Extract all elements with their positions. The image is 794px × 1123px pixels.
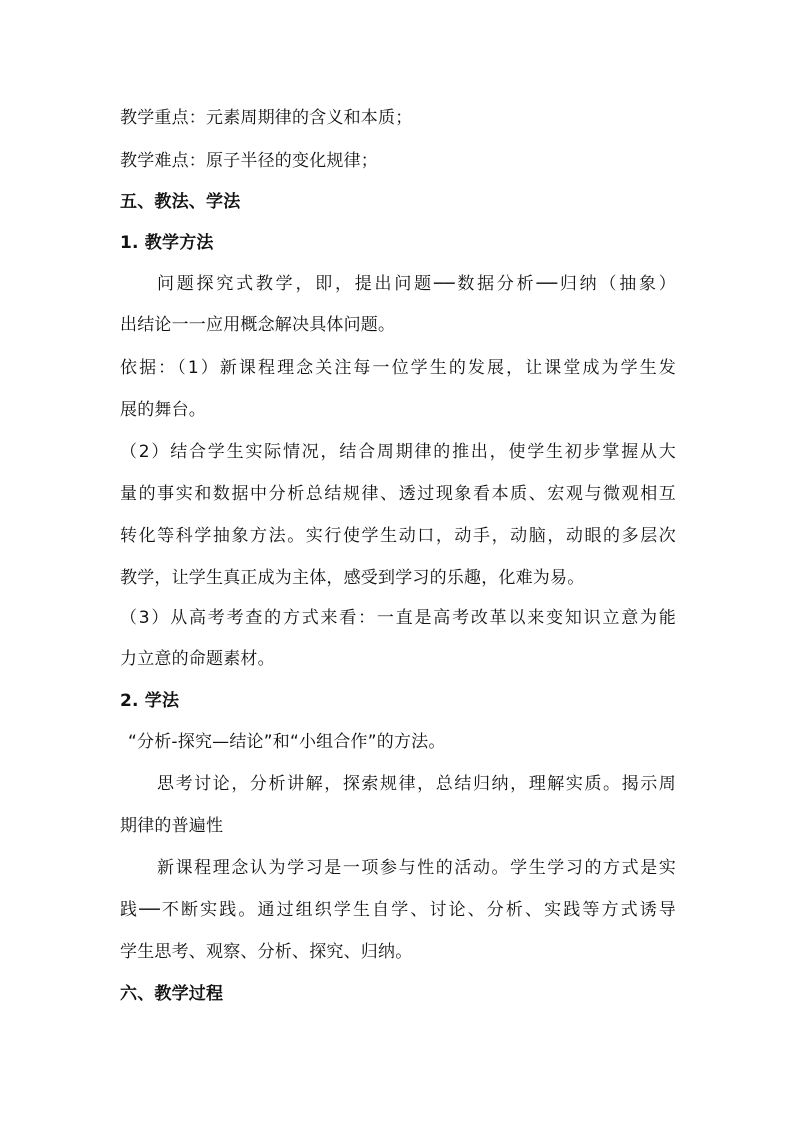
- subheading-study-method: 2. 学法: [120, 691, 180, 711]
- paragraph-line: “分析-探究—结论”和“小组合作”的方法。: [128, 732, 446, 752]
- paragraph-line: 展的舞台。: [120, 400, 206, 420]
- paragraph-line: 思考讨论，分析讲解，探索规律，总结归纳，理解实质。揭示周: [157, 774, 676, 794]
- paragraph-line: （2）结合学生实际情况，结合周期律的推出，使学生初步掌握从大: [120, 442, 676, 462]
- paragraph-line: 出结论一一应用概念解决具体问题。: [120, 315, 396, 335]
- paragraph-line: 教学，让学生真正成为主体，感受到学习的乐趣，化难为易。: [120, 568, 585, 588]
- section-heading-methods: 五、教法、学法: [120, 192, 241, 212]
- paragraph-line: 量的事实和数据中分析总结规律、透过现象看本质、宏观与微观相互: [120, 484, 676, 504]
- teaching-difficulty-line: 教学难点：原子半径的变化规律；: [120, 151, 378, 171]
- paragraph-line: 践──不断实践。通过组织学生自学、讨论、分析、实践等方式诱导: [120, 900, 676, 920]
- paragraph-line: （3）从高考考查的方式来看：一直是高考改革以来变知识立意为能: [120, 608, 676, 628]
- paragraph-line: 依据：（1）新课程理念关注每一位学生的发展，让课堂成为学生发: [120, 358, 676, 378]
- paragraph-line: 学生思考、观察、分析、探究、归纳。: [120, 942, 413, 962]
- paragraph-line: 期律的普遍性: [120, 816, 224, 836]
- subheading-teaching-method: 1. 教学方法: [120, 233, 214, 253]
- paragraph-line: 问题探究式教学，即，提出问题──数据分析──归纳（抽象）: [157, 274, 676, 294]
- paragraph-line: 新课程理念认为学习是一项参与性的活动。学生学习的方式是实: [157, 858, 676, 878]
- section-heading-process: 六、教学过程: [120, 984, 224, 1004]
- paragraph-line: 力立意的命题素材。: [120, 649, 275, 669]
- paragraph-line: 转化等科学抽象方法。实行使学生动口，动手，动脑，动眼的多层次: [120, 526, 676, 546]
- teaching-focus-line: 教学重点：元素周期律的含义和本质；: [120, 108, 413, 128]
